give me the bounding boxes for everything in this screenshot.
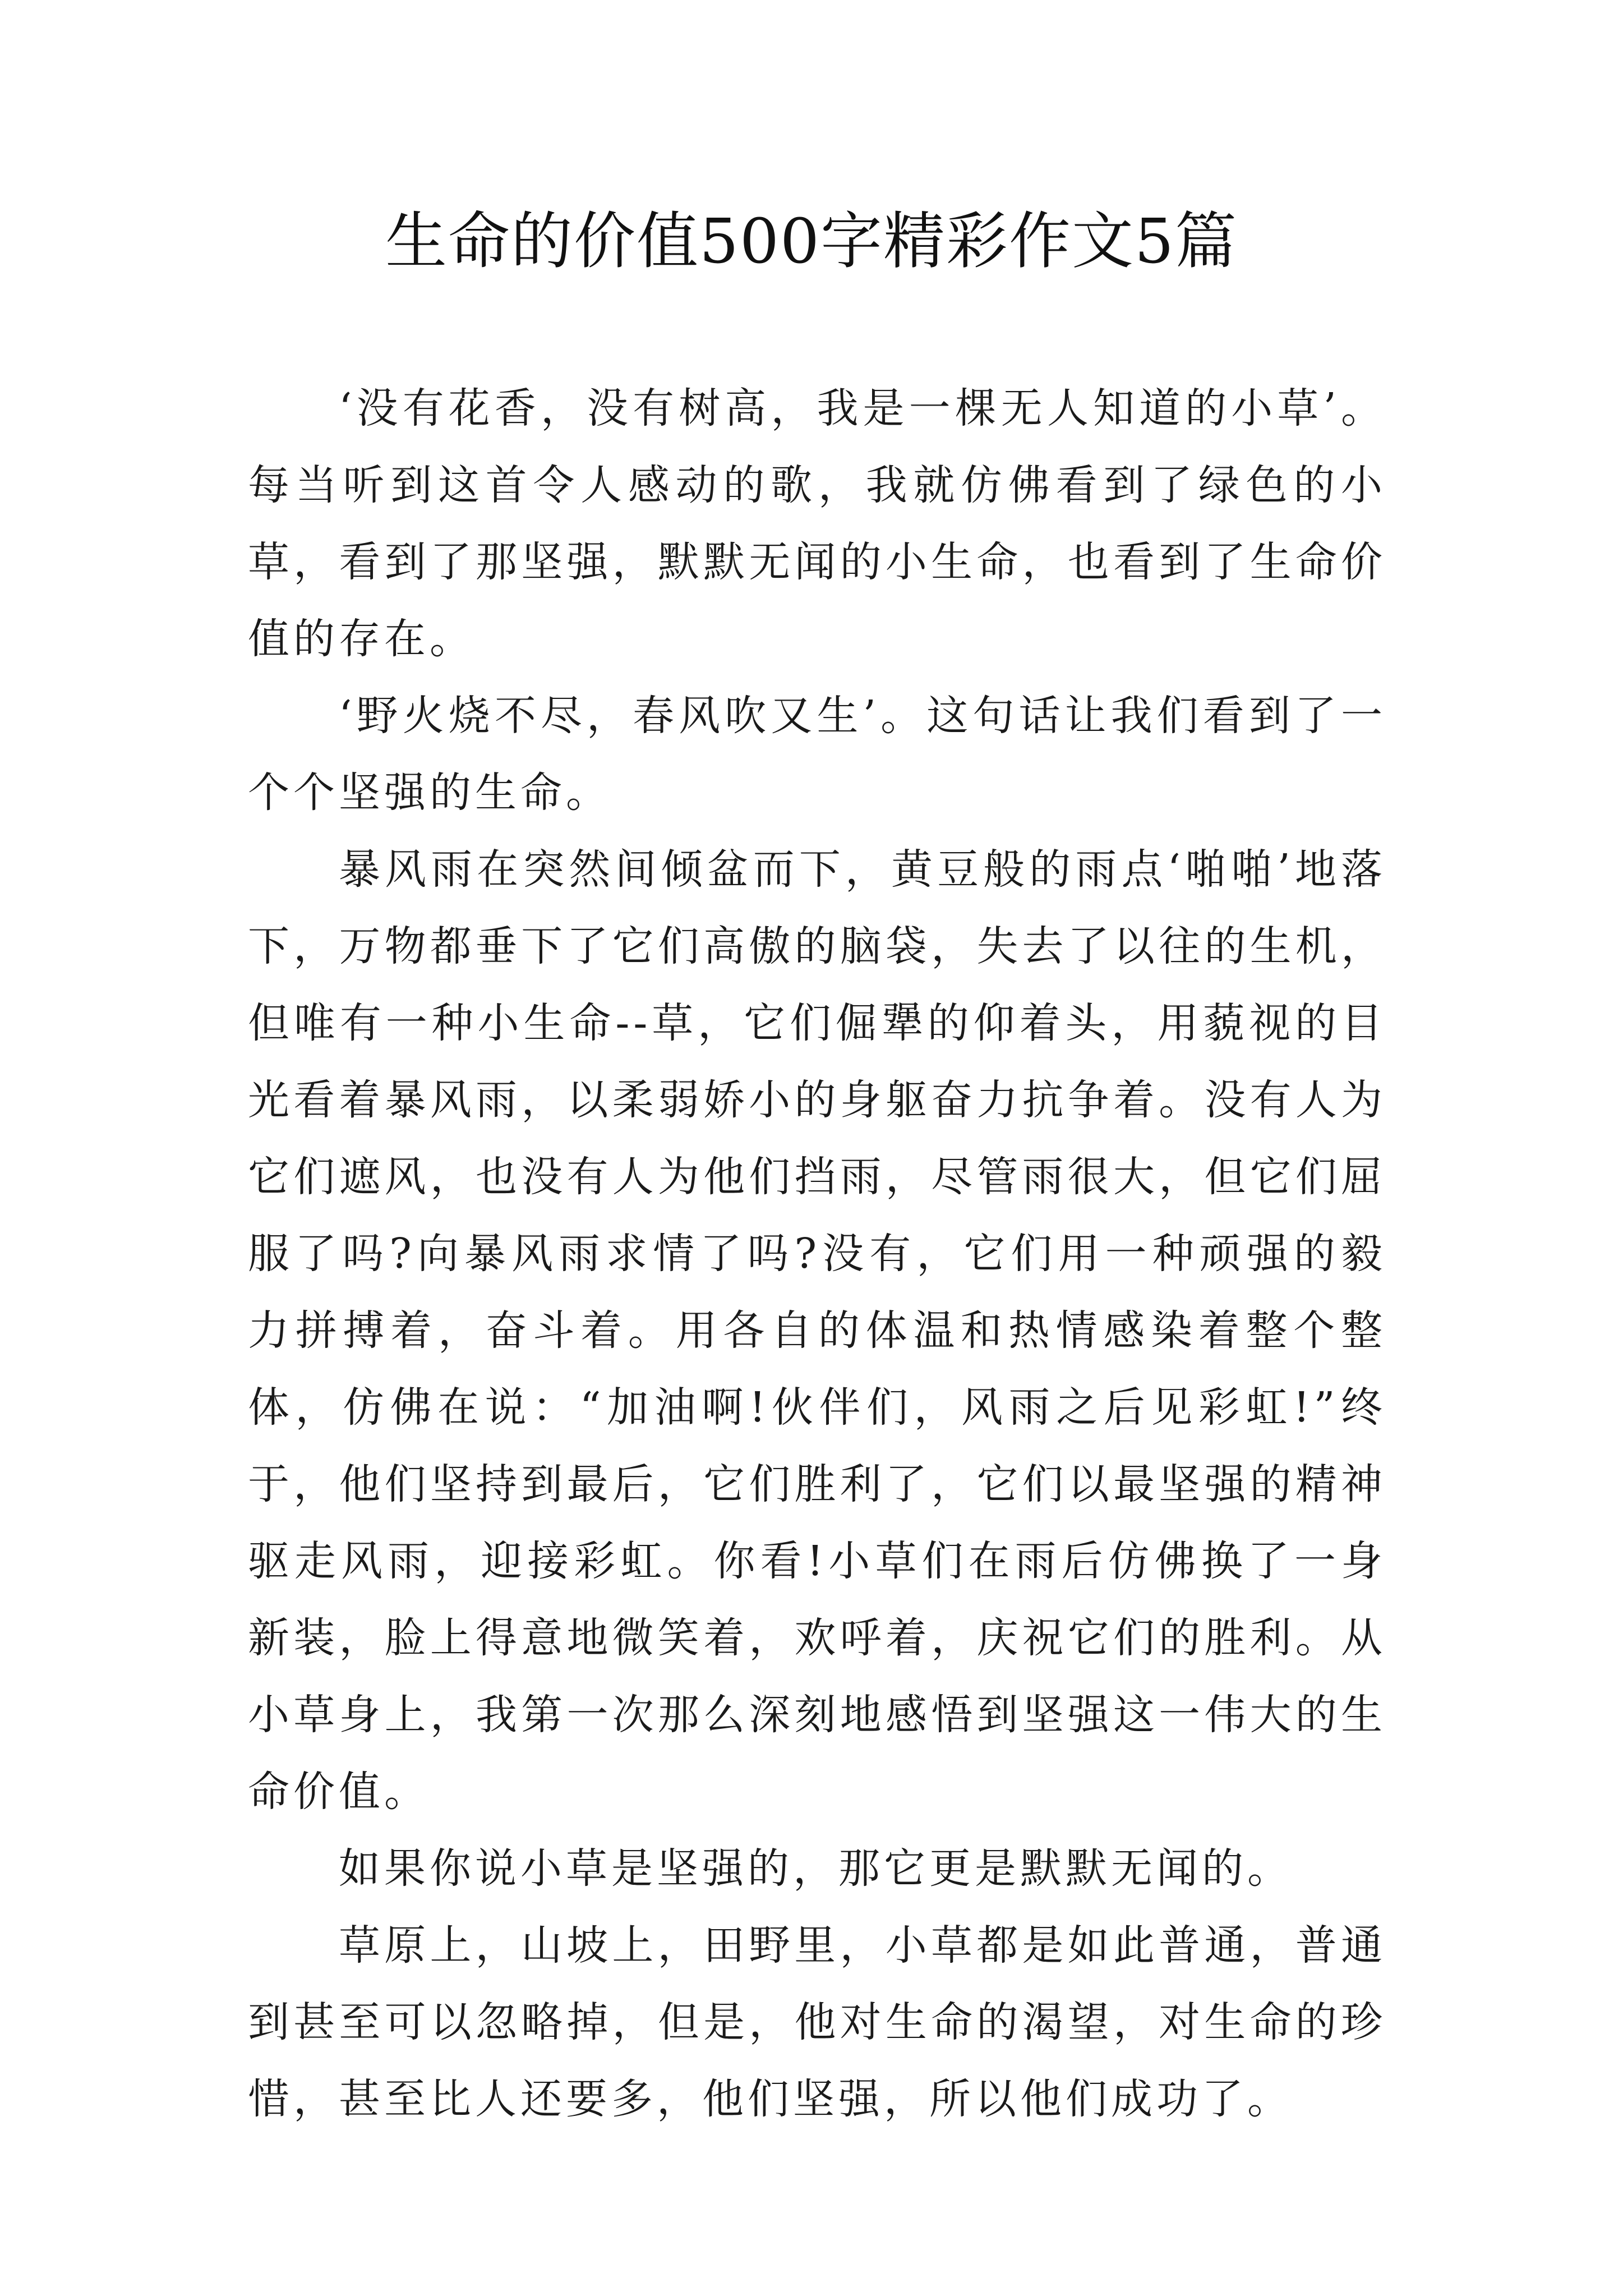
document-title: 生命的价值500字精彩作文5篇 xyxy=(385,205,1238,277)
paragraph: ‘野火烧不尽，春风吹又生’。这句话让我们看到了一个个坚强的生命。 xyxy=(248,692,1386,817)
paragraph: 如果你说小草是坚强的，那它更是默默无闻的。 xyxy=(339,1844,1293,1893)
paragraph: 草原上，山坡上，田野里，小草都是如此普通，普通到甚至可以忽略掉，但是，他对生命的渴望，对生命的珍惜，甚至比人还要多，他们坚强，所以他们成功了。 xyxy=(248,1921,1386,2123)
paragraph: ‘没有花香，没有树高，我是一棵无人知道的小草’。每当听到这首令人感动的歌，我就仿佛看到了绿色的小草，看到了那坚强，默默无闻的小生命，也看到了生命价值的存在。 xyxy=(248,384,1386,663)
document-body xyxy=(248,370,1386,2138)
paragraph: 暴风雨在突然间倾盆而下，黄豆般的雨点‘啪啪’地落下，万物都垂下了它们高傲的脑袋，失去了以往的生机，但唯有一种小生命--草，它们倔犟的仰着头，用藐视的目光看着暴风雨，以柔弱娇小的身躯奋力抗争着。没有人为它们遮风，也没有人为他们挡雨，尽管雨很大，但它们屈服了吗?向暴风雨求情了吗?没有，它们用一种顽强的毅力拼搏着，奋斗着。用各自的体温和热情感染着整个整体，仿佛在说：“加油啊!伙伴们，风雨之后见彩虹!”终于，他们坚持到最后，它们胜利了，它们以最坚强的精神驱走风雨，迎接彩虹。你看!小草们在雨后仿佛换了一身新装，脸上得意地微笑着，欢呼着，庆祝它们的胜利。从小草身上，我第一次那么深刻地感悟到坚强这一伟大的生命价值。 xyxy=(248,845,1386,1816)
